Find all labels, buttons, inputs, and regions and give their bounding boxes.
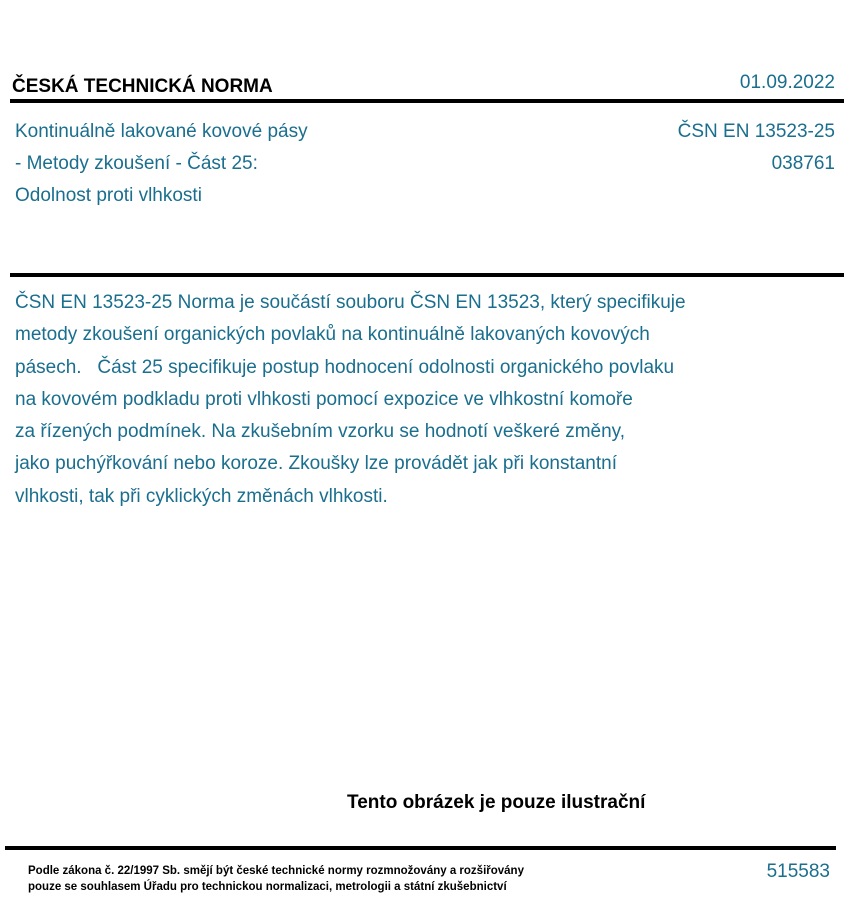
summary-line: za řízených podmínek. Na zkušebním vzorku se hodnotí veškeré změny, [15,421,626,443]
legal-notice-line: Podle zákona č. 22/1997 Sb. smějí být české technické normy rozmnožovány a rozšiřovány [28,865,524,877]
document-title-line: Kontinuálně lakované kovové pásy [15,121,308,142]
summary-line: metody zkoušení organických povlaků na kontinuálně lakovaných kovových [15,324,650,346]
title-divider [10,273,844,277]
legal-notice-line: pouze se souhlasem Úřadu pro technickou normalizaci, metrologii a státní zkušebnictví [28,881,507,893]
document-title-line: Odolnost proti vlhkosti [15,185,202,206]
summary-line: ČSN EN 13523-25 Norma je součástí souboru ČSN EN 13523, který specifikuje [15,292,686,313]
classification-code: 038761 [771,153,835,174]
publication-date: 01.09.2022 [739,72,835,93]
document-identifiers [678,116,835,180]
footer-code: 515583 [766,861,830,882]
summary-paragraph [15,287,815,513]
document-title-line: - Metody zkoušení - Část 25: [15,153,258,174]
norm-header-title: ČESKÁ TECHNICKÁ NORMA [12,76,273,97]
summary-line: jako puchýřkování nebo koroze. Zkoušky lze provádět jak při konstantní [15,453,617,475]
footer-divider [5,846,836,850]
summary-line: na kovovém podkladu proti vlhkosti pomocí expozice ve vlhkostní komoře [15,388,633,410]
document-title [15,116,415,212]
header-divider [10,99,844,103]
summary-line: vlhkosti, tak při cyklických změnách vlhkosti. [15,485,388,507]
summary-line: pásech. Část 25 specifikuje postup hodnocení odolnosti organického povlaku [15,356,675,378]
illustration-note: Tento obrázek je pouze ilustrační [347,792,646,813]
norm-designation: ČSN EN 13523-25 [677,121,835,142]
legal-notice [28,863,524,895]
